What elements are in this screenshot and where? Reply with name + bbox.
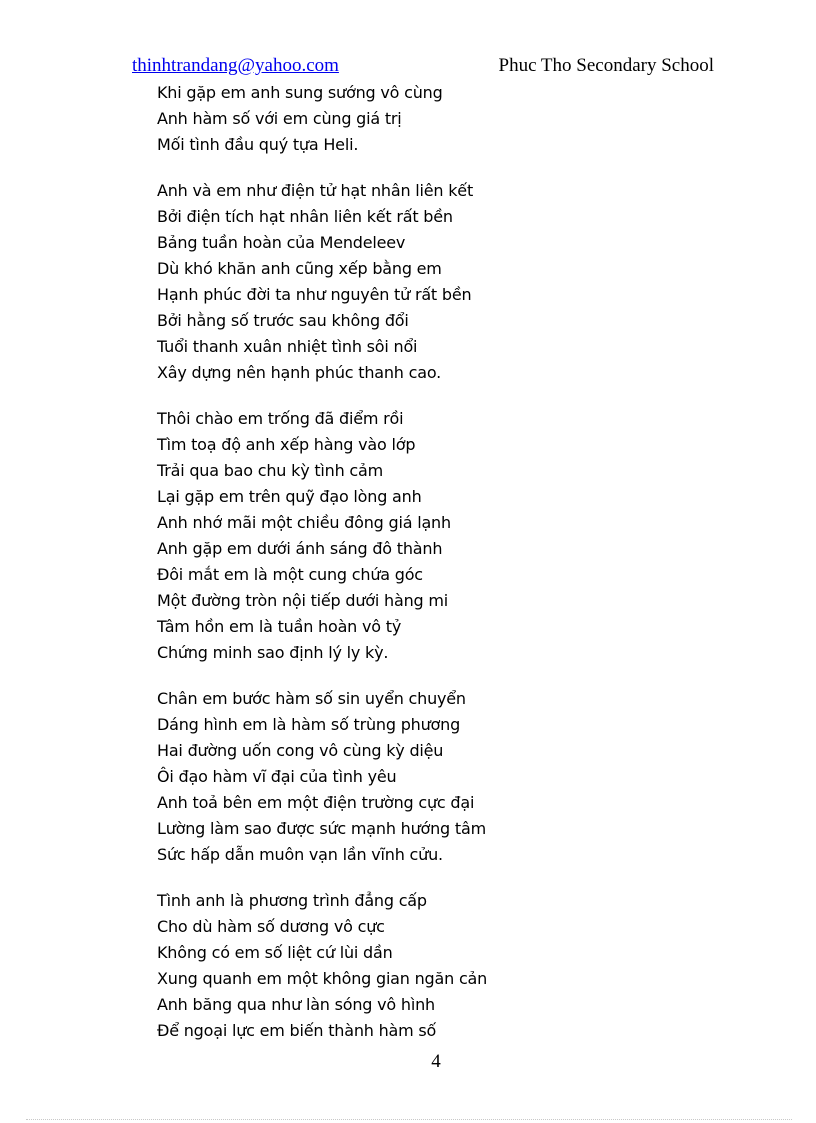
poem-line: Hạnh phúc đời ta như nguyên tử rất bền (157, 285, 472, 304)
poem-line: Bởi hằng số trước sau không đổi (157, 311, 409, 330)
poem-line: Đôi mắt em là một cung chứa góc (157, 565, 423, 584)
page-header (132, 55, 714, 79)
poem-body (157, 80, 487, 1064)
poem-line: Lường làm sao được sức mạnh hướng tâm (157, 819, 486, 838)
poem-line: Lại gặp em trên quỹ đạo lòng anh (157, 487, 422, 506)
poem-line: Chứng minh sao định lý ly kỳ. (157, 643, 389, 662)
poem-line: Cho dù hàm số dương vô cực (157, 917, 385, 936)
poem-line: Bởi điện tích hạt nhân liên kết rất bền (157, 207, 453, 226)
stanza (157, 80, 487, 158)
stanza (157, 406, 487, 666)
poem-line: Hai đường uốn cong vô cùng kỳ diệu (157, 741, 444, 760)
poem-line: Tuổi thanh xuân nhiệt tình sôi nổi (157, 337, 418, 356)
poem-line: Bảng tuần hoàn của Mendeleev (157, 233, 406, 252)
poem-line: Xây dựng nên hạnh phúc thanh cao. (157, 363, 442, 382)
poem-line: Mối tình đầu quý tựa Heli. (157, 135, 359, 154)
poem-line: Trải qua bao chu kỳ tình cảm (157, 461, 384, 480)
poem-line: Sức hấp dẫn muôn vạn lần vĩnh cửu. (157, 845, 443, 864)
stanza (157, 888, 487, 1044)
poem-line: Anh băng qua như làn sóng vô hình (157, 995, 435, 1014)
poem-line: Anh và em như điện tử hạt nhân liên kết (157, 181, 474, 200)
poem-line: Để ngoại lực em biến thành hàm số (157, 1021, 437, 1040)
school-name: Phuc Tho Secondary School (498, 55, 714, 76)
page-number: 4 (431, 1051, 441, 1072)
poem-line: Tâm hồn em là tuần hoàn vô tỷ (157, 617, 402, 636)
page-bottom-edge (26, 1119, 792, 1120)
stanza (157, 686, 487, 868)
poem-line: Tình anh là phương trình đẳng cấp (157, 891, 427, 910)
poem-line: Anh nhớ mãi một chiều đông giá lạnh (157, 513, 451, 532)
poem-line: Xung quanh em một không gian ngăn cản (157, 969, 488, 988)
stanza (157, 178, 487, 386)
poem-line: Một đường tròn nội tiếp dưới hàng mi (157, 591, 448, 610)
email-link[interactable]: thinhtrandang@yahoo.com (132, 55, 339, 76)
poem-line: Tìm toạ độ anh xếp hàng vào lớp (157, 435, 416, 454)
poem-line: Khi gặp em anh sung sướng vô cùng (157, 83, 443, 102)
poem-line: Anh toả bên em một điện trường cực đại (157, 793, 475, 812)
poem-line: Dáng hình em là hàm số trùng phương (157, 715, 461, 734)
poem-line: Ôi đạo hàm vĩ đại của tình yêu (157, 767, 397, 786)
poem-line: Không có em số liệt cứ lùi dần (157, 943, 393, 962)
poem-line: Thôi chào em trống đã điểm rồi (157, 409, 404, 428)
poem-line: Dù khó khăn anh cũng xếp bằng em (157, 259, 442, 278)
poem-line: Anh gặp em dưới ánh sáng đô thành (157, 539, 443, 558)
poem-line: Chân em bước hàm số sin uyển chuyển (157, 689, 466, 708)
poem-line: Anh hàm số với em cùng giá trị (157, 109, 402, 128)
